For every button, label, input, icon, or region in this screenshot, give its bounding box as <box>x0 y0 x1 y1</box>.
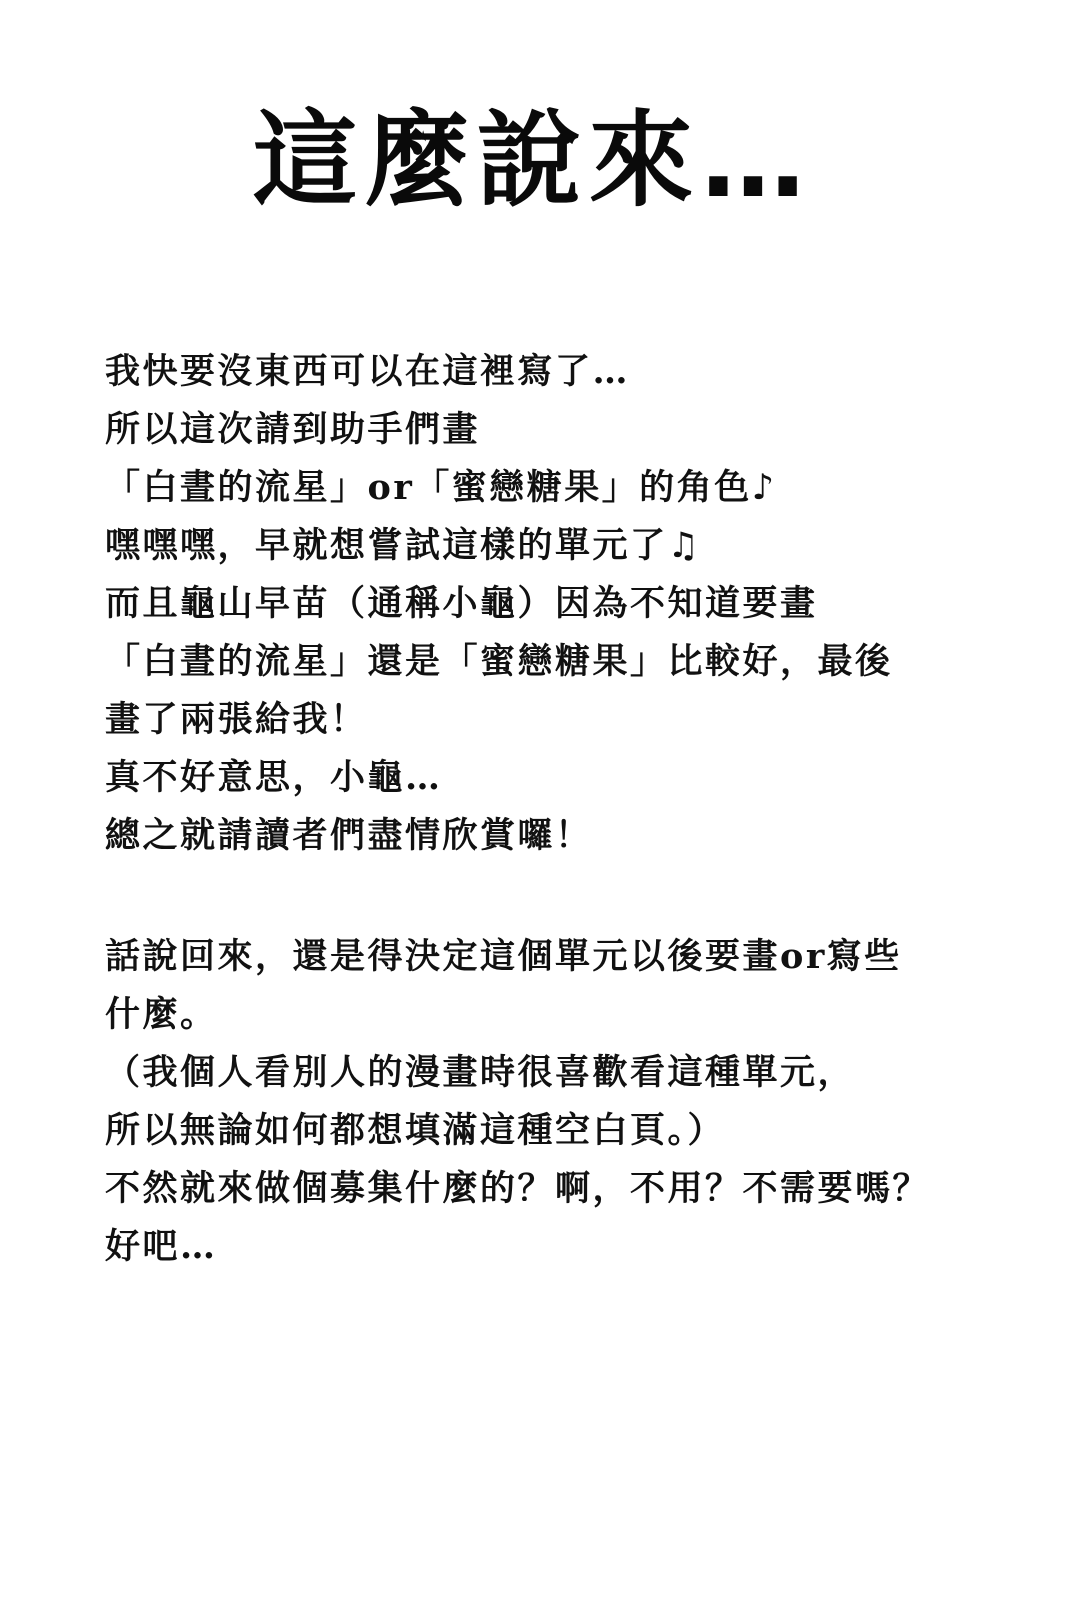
text-line: 總之就請讀者們盡情欣賞囉！ <box>105 815 593 856</box>
text-line: 「白晝的流星」or「蜜戀糖果」的角色♪ <box>105 467 777 508</box>
text-line: 我快要沒東西可以在這裡寫了… <box>105 351 631 392</box>
text-line: 「白晝的流星」還是「蜜戀糖果」比較好，最後 <box>105 641 893 682</box>
page-title: 這麼說來… <box>252 99 813 221</box>
text-line: 話說回來，還是得決定這個單元以後要畫or寫些 <box>105 936 902 977</box>
text-line: 不然就來做個募集什麼的？啊，不用？不需要嗎？ <box>105 1168 931 1209</box>
text-line: 好吧… <box>105 1226 218 1267</box>
paragraph-1 <box>105 343 1005 865</box>
text-line: 真不好意思，小龜… <box>105 757 443 798</box>
text-line: （我個人看別人的漫畫時很喜歡看這種單元， <box>105 1052 856 1093</box>
text-line: 畫了兩張給我！ <box>105 699 368 740</box>
text-line: 所以這次請到助手們畫 <box>105 409 481 450</box>
text-line: 嘿嘿嘿，早就想嘗試這樣的單元了♫ <box>105 525 702 566</box>
paragraph-2 <box>105 928 1005 1276</box>
text-line: 而且龜山早苗（通稱小龜）因為不知道要畫 <box>105 583 818 624</box>
text-line: 什麼。 <box>105 994 218 1035</box>
text-line: 所以無論如何都想填滿這種空白頁。） <box>105 1110 726 1151</box>
